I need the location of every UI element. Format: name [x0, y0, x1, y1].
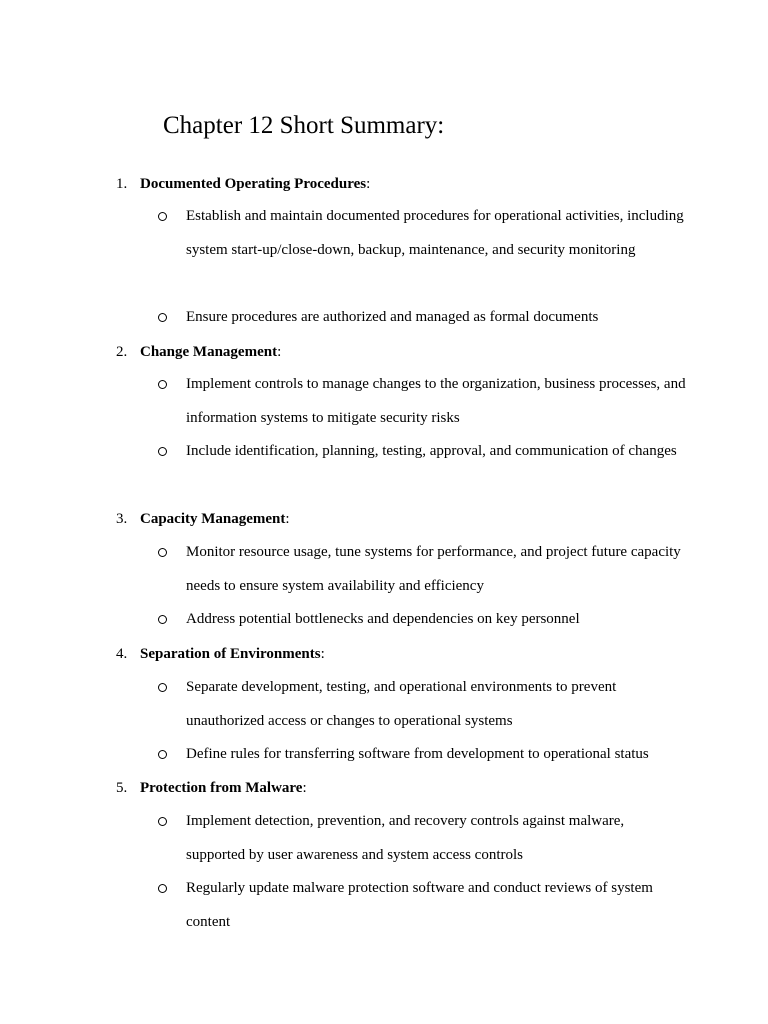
section-title: Change Management	[140, 344, 278, 360]
section-number: 3.	[116, 511, 128, 527]
section-title-suffix: :	[320, 646, 325, 662]
bullet-text: Establish and maintain documented procedures for operational activities, including system start-up/close-down, backup, maintenance, and security monitoring	[186, 208, 684, 258]
hollow-circle-bullet-icon	[158, 447, 167, 456]
bullet-text: Separate development, testing, and operational environments to prevent unauthorized access or changes to operational systems	[186, 679, 617, 729]
hollow-circle-bullet-icon	[158, 750, 167, 759]
bullet-text: Implement controls to manage changes to the organization, business processes, and information systems to mitigate security risks	[186, 376, 686, 426]
section-title-suffix: :	[302, 780, 307, 796]
hollow-circle-bullet-icon	[158, 380, 167, 389]
bullet-text: Monitor resource usage, tune systems for performance, and project future capacity needs to ensure system availability and efficiency	[186, 544, 681, 594]
section-heading-text	[140, 509, 290, 529]
bullet-text: Define rules for transferring software from development to operational status	[186, 746, 649, 762]
hollow-circle-bullet-icon	[158, 817, 167, 826]
bullet-text: Address potential bottlenecks and dependencies on key personnel	[186, 611, 580, 627]
section-number: 1.	[116, 176, 128, 192]
bullet-text: Implement detection, prevention, and recovery controls against malware, supported by user awareness and system access controls	[186, 813, 625, 863]
section-heading-text	[140, 644, 325, 664]
hollow-circle-bullet-icon	[158, 884, 167, 893]
bullet-text: Ensure procedures are authorized and managed as formal documents	[186, 309, 599, 325]
section-number: 2.	[116, 344, 128, 360]
hollow-circle-bullet-icon	[158, 615, 167, 624]
section-heading-text	[140, 778, 307, 798]
section-heading-text	[140, 174, 370, 194]
section-title: Documented Operating Procedures	[140, 176, 367, 192]
section-title: Protection from Malware	[140, 780, 303, 796]
page-title: Chapter 12 Short Summary:	[163, 112, 445, 139]
hollow-circle-bullet-icon	[158, 212, 167, 221]
section-title: Separation of Environments	[140, 646, 321, 662]
section-heading-text	[140, 342, 281, 362]
section-title-suffix: :	[285, 511, 290, 527]
hollow-circle-bullet-icon	[158, 683, 167, 692]
section-title: Capacity Management	[140, 511, 286, 527]
section-number: 5.	[116, 780, 128, 796]
section-title-suffix: :	[277, 344, 282, 360]
section-title-suffix: :	[366, 176, 371, 192]
hollow-circle-bullet-icon	[158, 548, 167, 557]
hollow-circle-bullet-icon	[158, 313, 167, 322]
bullet-text: Regularly update malware protection software and conduct reviews of system content	[186, 880, 653, 930]
section-number: 4.	[116, 646, 128, 662]
bullet-text: Include identification, planning, testing, approval, and communication of changes	[186, 443, 677, 459]
